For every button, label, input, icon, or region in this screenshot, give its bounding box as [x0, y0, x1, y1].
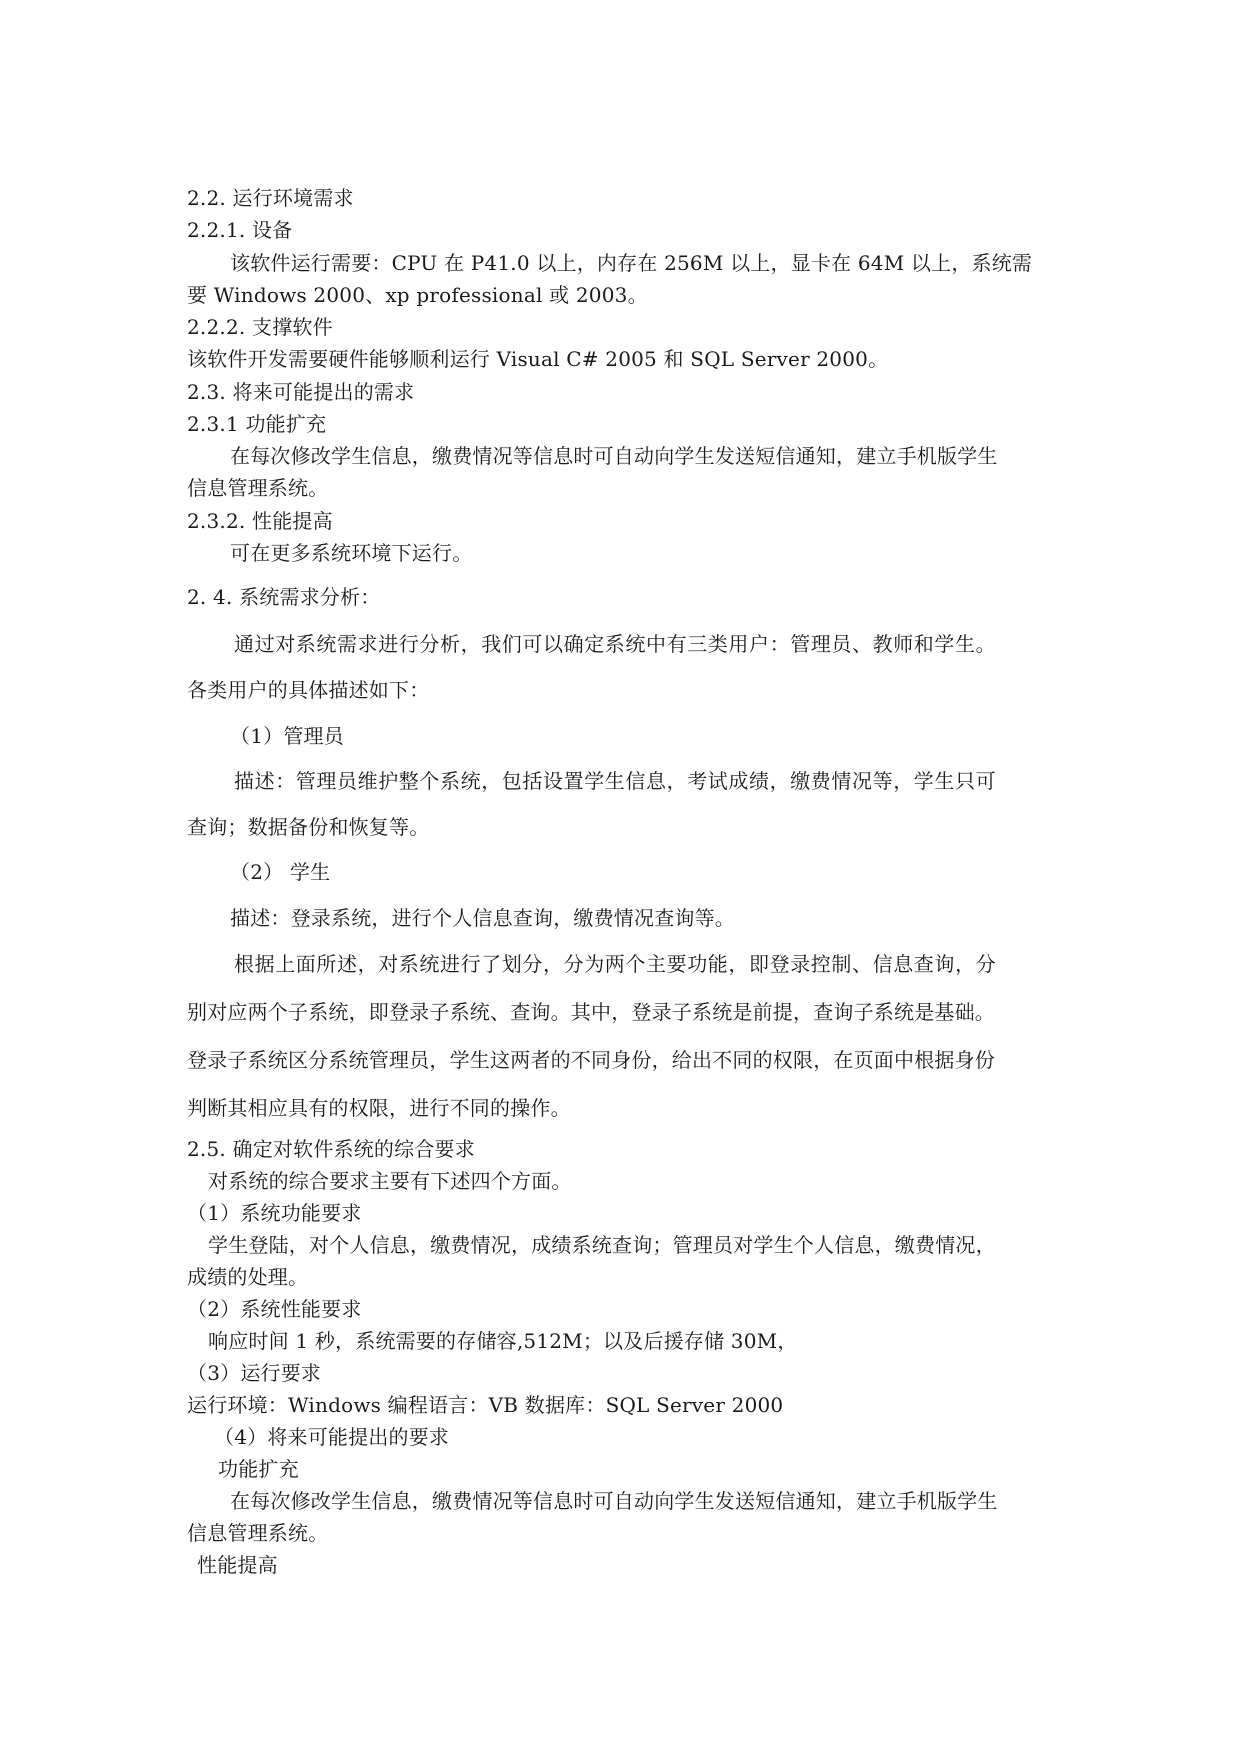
paragraph-line: 学生登陆，对个人信息，缴费情况，成绩系统查询；管理员对学生个人信息，缴费情况，	[208, 1233, 996, 1257]
paragraph-line: 要 Windows 2000、xp professional 或 2003。	[187, 283, 648, 307]
heading-2-2: 2.2. 运行环境需求	[187, 186, 354, 210]
paragraph-line: 该软件开发需要硬件能够顺利运行 Visual C# 2005 和 SQL Server 2000。	[187, 347, 889, 371]
list-item-student: （2） 学生	[230, 860, 331, 884]
heading-2-3: 2.3. 将来可能提出的需求	[187, 380, 415, 404]
list-item-future: （4）将来可能提出的要求	[214, 1425, 450, 1449]
paragraph-line: 成绩的处理。	[187, 1265, 309, 1289]
heading-2-3-1: 2.3.1 功能扩充	[187, 412, 327, 436]
heading-2-5: 2.5. 确定对软件系统的综合要求	[187, 1137, 475, 1161]
paragraph-line: 别对应两个子系统，即登录子系统、查询。其中，登录子系统是前提，查询子系统是基础。	[187, 1000, 995, 1024]
list-item-admin: （1）管理员	[230, 724, 344, 748]
heading-2-3-2: 2.3.2. 性能提高	[187, 509, 333, 533]
subheading-function-expansion: 功能扩充	[218, 1457, 299, 1481]
paragraph-line: 描述：登录系统，进行个人信息查询，缴费情况查询等。	[230, 906, 735, 930]
list-item-function: （1）系统功能要求	[187, 1201, 362, 1225]
paragraph-line: 在每次修改学生信息，缴费情况等信息时可自动向学生发送短信通知，建立手机版学生	[230, 1489, 998, 1513]
paragraph-line: 根据上面所述，对系统进行了划分，分为两个主要功能，即登录控制、信息查询，分	[234, 952, 997, 976]
paragraph-line: 判断其相应具有的权限，进行不同的操作。	[187, 1096, 571, 1120]
paragraph-line: 描述：管理员维护整个系统，包括设置学生信息，考试成绩，缴费情况等，学生只可	[234, 769, 997, 793]
paragraph-line: 该软件运行需要：CPU 在 P41.0 以上，内存在 256M 以上，显卡在 64M 以上，系统需	[230, 251, 1033, 275]
paragraph-line: 运行环境：Windows 编程语言：VB 数据库：SQL Server 2000	[187, 1393, 784, 1417]
paragraph-line: 可在更多系统环境下运行。	[230, 541, 473, 565]
list-item-performance: （2）系统性能要求	[187, 1297, 362, 1321]
paragraph-line: 查询；数据备份和恢复等。	[187, 815, 430, 839]
heading-2-2-2: 2.2.2. 支撑软件	[187, 315, 333, 339]
heading-2-2-1: 2.2.1. 设备	[187, 218, 293, 242]
paragraph-line: 信息管理系统。	[187, 476, 329, 500]
paragraph-line: 各类用户的具体描述如下：	[187, 678, 430, 702]
subheading-performance: 性能提高	[197, 1553, 278, 1577]
paragraph-line: 在每次修改学生信息，缴费情况等信息时可自动向学生发送短信通知，建立手机版学生	[230, 444, 998, 468]
paragraph-line: 通过对系统需求进行分析，我们可以确定系统中有三类用户：管理员、教师和学生。	[234, 632, 997, 656]
list-item-runtime: （3）运行要求	[187, 1361, 322, 1385]
paragraph-line: 对系统的综合要求主要有下述四个方面。	[208, 1169, 572, 1193]
paragraph-line: 信息管理系统。	[187, 1521, 329, 1545]
heading-2-4: 2. 4. 系统需求分析：	[187, 585, 381, 609]
paragraph-line: 响应时间 1 秒，系统需要的存储容,512M；以及后援存储 30M，	[208, 1329, 798, 1353]
paragraph-line: 登录子系统区分系统管理员，学生这两者的不同身份，给出不同的权限，在页面中根据身份	[187, 1048, 995, 1072]
